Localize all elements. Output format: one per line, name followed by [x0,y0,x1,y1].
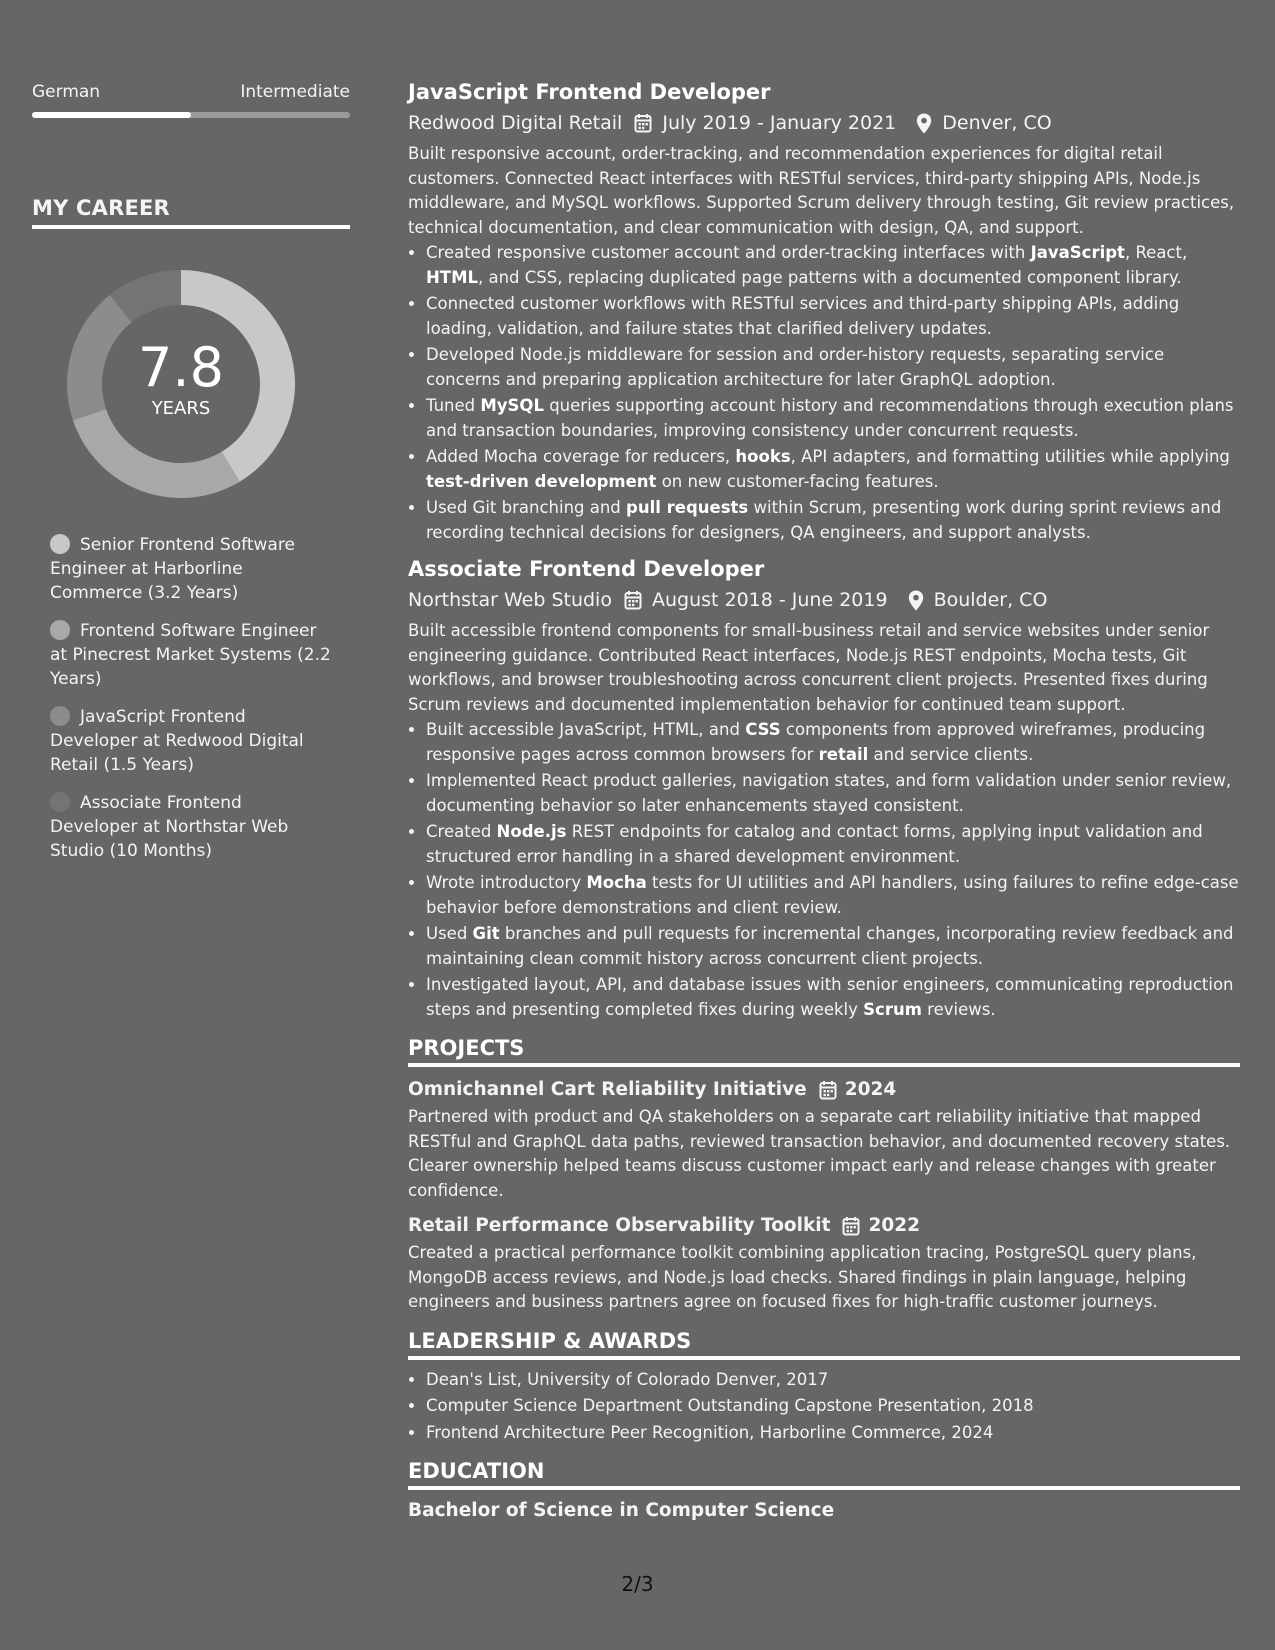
job-description: Built accessible frontend components for small-business retail and service websites under senior engineering guidance. Contributed React interfaces, Node.js REST endpoints, Mocha tests, Git workflows, and browser troubleshooting across concurrent client projects. Presented fixes during Scrum reviews and documented implementation behavior for continued team support. [408,621,1210,714]
award-item: • Frontend Architecture Peer Recognition, Harborline Commerce, 2024 [426,1421,1240,1446]
job-title: Associate Frontend Developer [408,557,765,581]
job-bullet: • Investigated layout, API, and database issues with senior engineers, communicating reproduction steps and presenting completed fixes during weekly Scrum reviews. [426,973,1240,1022]
job-dates: July 2019 - January 2021 [662,112,897,134]
project-title-row [408,1213,1240,1239]
job-bullet: • Built accessible JavaScript, HTML, and CSS components from approved wireframes, producing responsive pages across common browsers for retail and service clients. [426,718,1240,767]
sidebar [32,82,350,877]
language-name: German [32,82,101,102]
language-proficiency-fill [32,112,191,118]
job-location: Denver, CO [942,112,1052,134]
career-donut-chart [66,269,296,499]
career-total-years: 7.8 [138,335,224,399]
language-row [32,82,350,102]
job-dates: August 2018 - June 2019 [651,589,888,611]
main-content [408,78,1240,1521]
job-bullets [408,241,1240,545]
job-entry [408,555,1240,1022]
project-year: 2024 [844,1079,897,1100]
job-bullet: • Developed Node.js middleware for session and order-history requests, separating service concerns and preparing application architecture for later GraphQL adoption. [426,343,1240,392]
career-total-unit: YEARS [151,397,211,419]
job-bullet: • Used Git branching and pull requests within Scrum, presenting work during sprint reviews and recording technical decisions for designers, QA engineers, and support analysts. [426,496,1240,545]
language-proficiency-bar [32,112,350,118]
career-legend-label: Associate Frontend Developer at Northstar Web Studio (10 Months) [50,793,289,861]
job-description: Built responsive account, order-tracking, and recommendation experiences for digital retail customers. Connected React interfaces with RESTful services, third-party shipping APIs, Node.js middleware, and MySQL workflows. Supported Scrum delivery through testing, Git review practices, technical documentation, and clear communication with design, QA, and support. [408,144,1235,237]
job-bullets [408,718,1240,1022]
project-title: Retail Performance Observability Toolkit [408,1215,831,1236]
career-heading: MY CAREER [32,196,350,229]
project-entry [408,1077,1240,1203]
legend-dot [50,620,70,640]
career-legend-item [50,619,332,691]
projects-heading: PROJECTS [408,1036,1240,1067]
award-item: • Computer Science Department Outstanding Capstone Presentation, 2018 [426,1394,1240,1419]
job-company: Redwood Digital Retail [408,112,623,134]
career-legend-item [50,705,332,777]
legend-dot [50,534,70,554]
language-level: Intermediate [240,82,350,102]
career-legend [50,533,332,863]
page-number: 2/3 [621,1572,654,1596]
job-title: JavaScript Frontend Developer [408,80,771,104]
education-degree: Bachelor of Science in Computer Science [408,1500,835,1521]
project-description: Created a practical performance toolkit combining application tracing, PostgreSQL query plans, MongoDB access reviews, and Node.js load checks. Shared findings in plain language, helping engineers and business partners agree on focused fixes for high-traffic customer journeys. [408,1243,1197,1311]
legend-dot [50,792,70,812]
job-bullet: • Created responsive customer account and order-tracking interfaces with JavaScript, React, HTML, and CSS, replacing duplicated page patterns with a documented component library. [426,241,1240,290]
job-bullet: • Connected customer workflows with RESTful services and third-party shipping APIs, adding loading, validation, and failure states that clarified delivery updates. [426,292,1240,341]
awards-list [408,1368,1240,1446]
job-bullet: • Implemented React product galleries, navigation states, and form validation under senior review, documenting behavior so later enhancements stayed consistent. [426,769,1240,818]
career-legend-label: Frontend Software Engineer at Pinecrest Market Systems (2.2 Years) [50,621,331,689]
project-year: 2022 [868,1215,920,1236]
legend-dot [50,706,70,726]
career-legend-label: Senior Frontend Software Engineer at Harborline Commerce (3.2 Years) [50,535,295,603]
calendar-icon [634,113,652,133]
award-item: • Dean's List, University of Colorado Denver, 2017 [426,1368,1240,1393]
job-bullet: • Created Node.js REST endpoints for catalog and contact forms, applying input validation and structured error handling in a shared development environment. [426,820,1240,869]
donut-center [66,269,296,499]
calendar-icon [842,1216,860,1236]
job-entry [408,78,1240,545]
job-company: Northstar Web Studio [408,589,612,611]
project-entry [408,1213,1240,1315]
job-meta [408,587,1240,613]
job-bullet: • Wrote introductory Mocha tests for UI utilities and API handlers, using failures to refine edge-case behavior before demonstrations and client review. [426,871,1240,920]
calendar-icon [819,1080,837,1100]
calendar-icon [624,590,642,610]
job-bullet: • Added Mocha coverage for reducers, hooks, API adapters, and formatting utilities while applying test-driven development on new customer-facing features. [426,445,1240,494]
job-bullet: • Used Git branches and pull requests for incremental changes, incorporating review feedback and maintaining clean commit history across concurrent client projects. [426,922,1240,971]
career-legend-label: JavaScript Frontend Developer at Redwood Digital Retail (1.5 Years) [50,707,304,775]
project-description: Partnered with product and QA stakeholders on a separate cart reliability initiative that mapped RESTful and GraphQL data paths, reviewed transaction behavior, and documented recovery states. Clearer ownership helped teams discuss customer impact early and release changes with greater confidence. [408,1107,1231,1200]
education-heading: EDUCATION [408,1459,1240,1490]
project-title: Omnichannel Cart Reliability Initiative [408,1079,807,1100]
location-pin-icon [916,113,932,134]
location-pin-icon [908,590,924,611]
job-bullet: • Tuned MySQL queries supporting account history and recommendations through execution plans and transaction boundaries, improving consistency under concurrent requests. [426,394,1240,443]
awards-heading: LEADERSHIP & AWARDS [408,1329,1240,1360]
career-legend-item [50,533,332,605]
project-title-row [408,1077,1240,1103]
job-location: Boulder, CO [933,589,1048,611]
job-meta [408,110,1240,136]
career-legend-item [50,791,332,863]
